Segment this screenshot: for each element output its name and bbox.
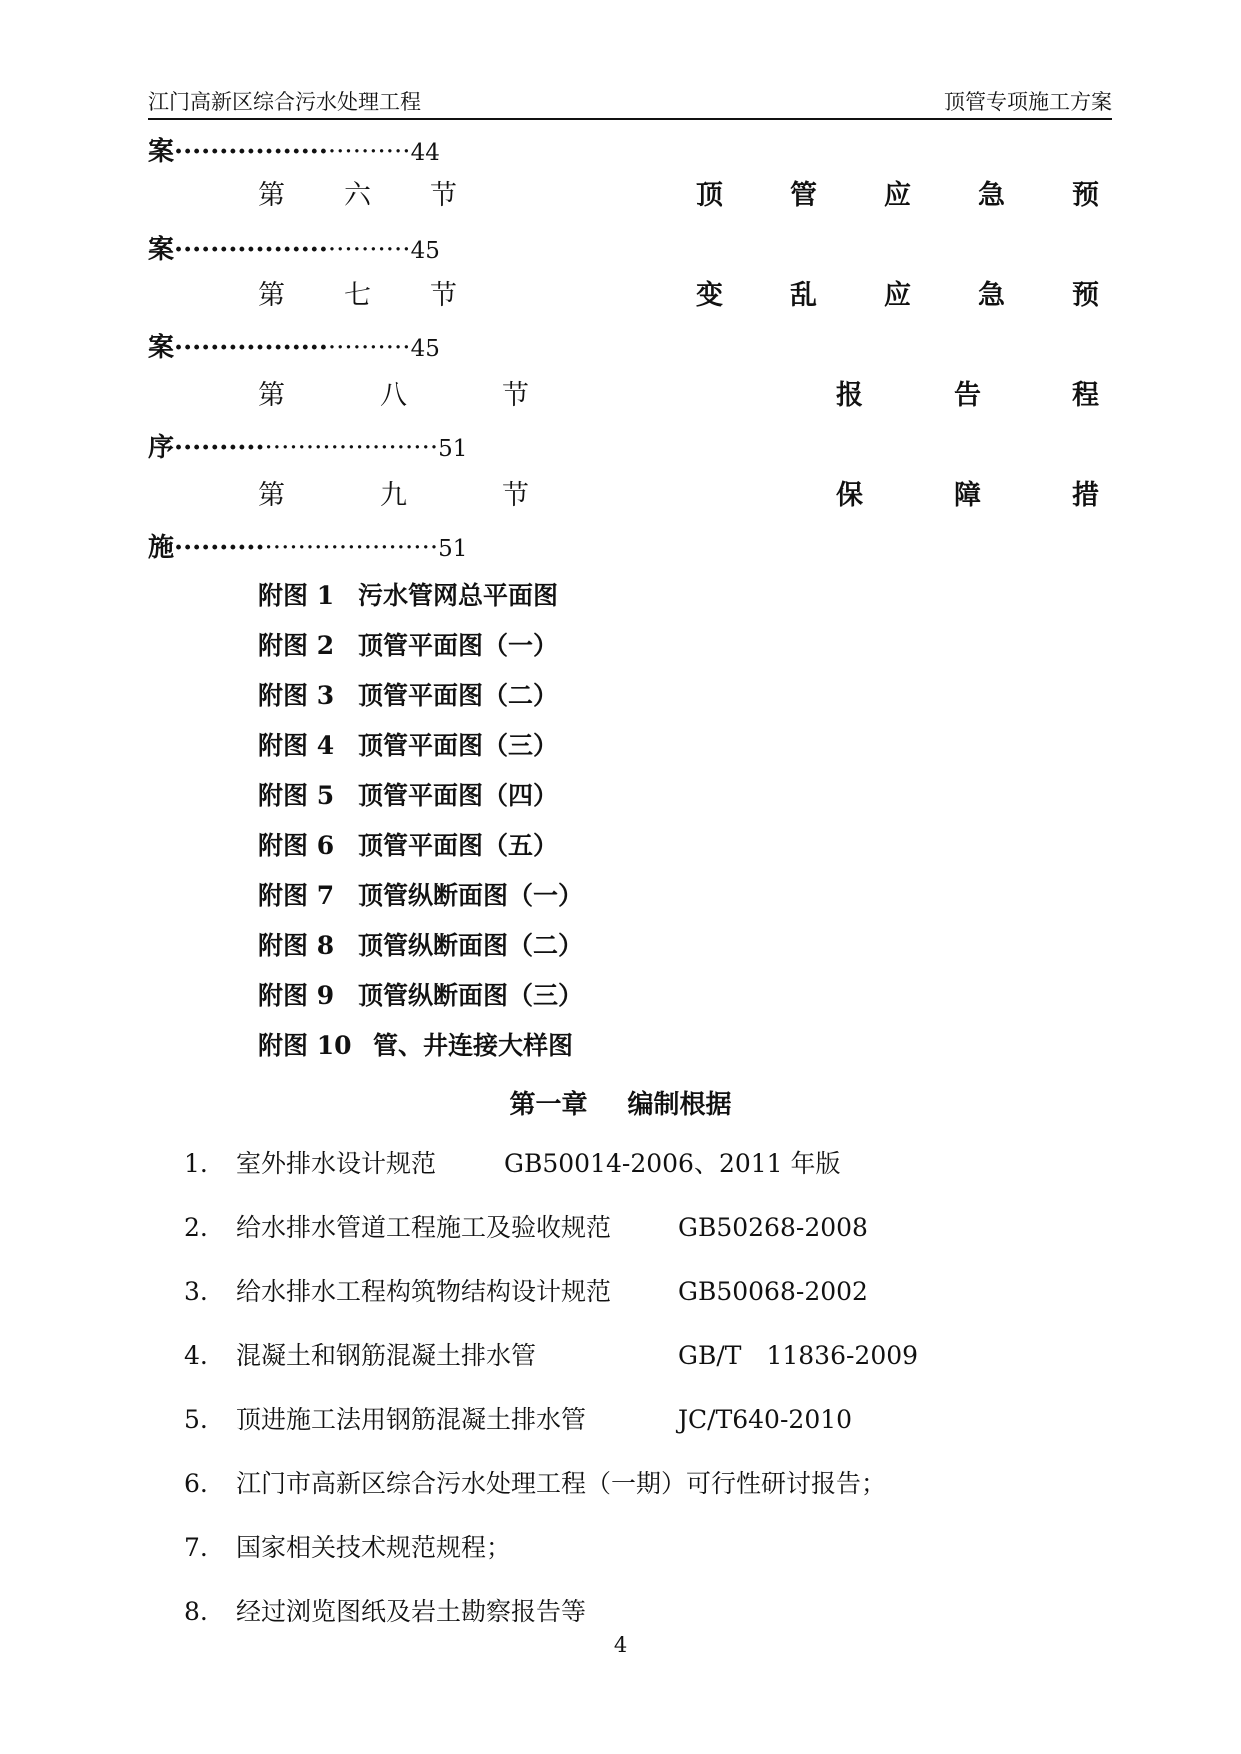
chapter-title: 编制根据 xyxy=(627,1090,732,1120)
header-project-title: 江门高新区综合污水处理工程 xyxy=(148,90,421,114)
header-document-title: 顶管专项施工方案 xyxy=(944,90,1112,114)
appendix-item: 附图 1 污水管网总平面图 xyxy=(258,581,559,610)
reference-item: 8. 经过浏览图纸及岩土勘察报告等 xyxy=(184,1597,587,1626)
appendix-item: 附图 7 顶管纵断面图（一） xyxy=(258,881,584,910)
toc-entry-continuation: 案···························44 xyxy=(148,137,440,167)
page-header xyxy=(148,86,1112,120)
toc-section-title: 第 八 节 报 告 程 xyxy=(258,380,1099,411)
toc-section-title: 第 九 节 保 障 措 xyxy=(258,480,1099,511)
toc-entry-continuation: 施·······························51 xyxy=(148,533,468,563)
appendix-item: 附图 5 顶管平面图（四） xyxy=(258,781,559,810)
toc-entry-continuation: 案···························45 xyxy=(148,235,440,265)
appendix-item: 附图 9 顶管纵断面图（三） xyxy=(258,981,584,1010)
reference-item: 1. 室外排水设计规范 GB50014-2006、2011 年版 xyxy=(184,1149,841,1178)
reference-item: 2. 给水排水管道工程施工及验收规范 GB50268-2008 xyxy=(184,1213,868,1242)
header-divider xyxy=(148,118,1112,120)
toc-page-number: 51 xyxy=(438,536,468,562)
reference-item: 7. 国家相关技术规范规程； xyxy=(184,1533,512,1562)
toc-entry-continuation: 序·······························51 xyxy=(148,433,468,463)
toc-page-number: 45 xyxy=(410,238,440,264)
appendix-item: 附图 10 管、井连接大样图 xyxy=(258,1031,574,1060)
toc-section-title: 第 六 节 顶 管 应 急 预 xyxy=(258,180,1099,211)
toc-page-number: 51 xyxy=(438,436,468,462)
appendix-item: 附图 4 顶管平面图（三） xyxy=(258,731,559,760)
page-number: 4 xyxy=(613,1633,628,1657)
reference-item: 6. 江门市高新区综合污水处理工程（一期）可行性研讨报告； xyxy=(184,1469,887,1498)
toc-section-title: 第 七 节 变 乱 应 急 预 xyxy=(258,280,1099,311)
appendix-item: 附图 8 顶管纵断面图（二） xyxy=(258,931,584,960)
chapter-heading xyxy=(0,1084,1241,1121)
reference-item: 3. 给水排水工程构筑物结构设计规范 GB50068-2002 xyxy=(184,1277,868,1306)
toc-entry-continuation: 案···························45 xyxy=(148,333,440,363)
appendix-item: 附图 6 顶管平面图（五） xyxy=(258,831,559,860)
reference-item: 4. 混凝土和钢筋混凝土排水管 GB/T 11836-2009 xyxy=(184,1341,919,1370)
toc-page-number: 44 xyxy=(410,140,440,166)
toc-page-number: 45 xyxy=(410,336,440,362)
reference-item: 5. 顶进施工法用钢筋混凝土排水管 JC/T640-2010 xyxy=(184,1405,853,1434)
appendix-item: 附图 3 顶管平面图（二） xyxy=(258,681,559,710)
chapter-number: 第一章 xyxy=(509,1090,588,1120)
appendix-item: 附图 2 顶管平面图（一） xyxy=(258,631,559,660)
